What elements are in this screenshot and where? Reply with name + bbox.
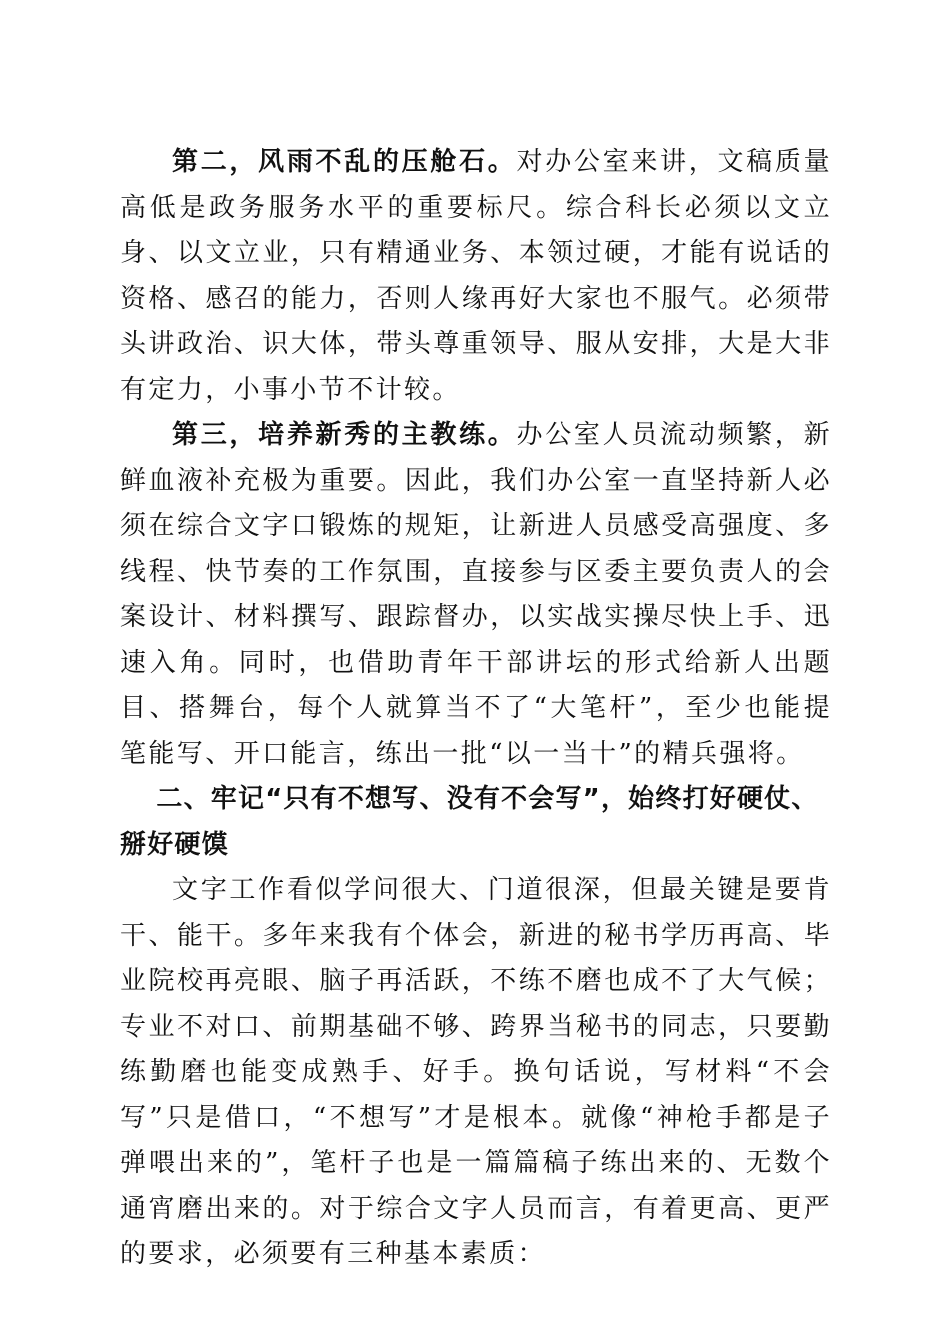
section-heading-two: 二、牢记“只有不想写、没有不会写”，始终打好硬仗、掰好硬馍	[120, 784, 819, 860]
paragraph-lead-third: 第三，培养新秀的主教练。	[172, 420, 517, 450]
paragraph-writing-work: 文字工作看似学问很大、门道很深，但最关键是要肯干、能干。多年来我有个体会，新进的秘书学历再高、毕业院校再亮眼、脑子再活跃，不练不磨也成不了大气候；专业不对口、前期基础不够、跨界当秘书的同志，只要勤练勤磨也能变成熟手、好手。换句话说，写材料“不会写”只是借口，“不想写”才是根本。就像“神枪手都是子弹喂出来的”，笔杆子也是一篇篇稿子练出来的、无数个通宵磨出来的。对于综合文字人员而言，有着更高、更严的要求，必须要有三种基本素质：	[120, 875, 832, 1269]
document-body	[120, 140, 832, 1278]
paragraph-text-third: 办公室人员流动频繁，新鲜血液补充极为重要。因此，我们办公室一直坚持新人必须在综合文字口锻炼的规矩，让新进人员感受高强度、多线程、快节奏的工作氛围，直接参与区委主要负责人的会案设计、材料撰写、跟踪督办，以实战实操尽快上手、迅速入角。同时，也借助青年干部讲坛的形式给新人出题目、搭舞台，每个人就算当不了“大笔杆”，至少也能提笔能写、开口能言，练出一批“以一当十”的精兵强将。	[120, 420, 832, 769]
paragraph-lead-second: 第二，风雨不乱的压舱石。	[172, 147, 517, 177]
paragraph-text-second: 对办公室来讲，文稿质量高低是政务服务水平的重要标尺。综合科长必须以文立身、以文立业，只有精通业务、本领过硬，才能有说话的资格、感召的能力，否则人缘再好大家也不服气。必须带头讲政治、识大体，带头尊重领导、服从安排，大是大非有定力，小事小节不计较。	[120, 147, 832, 405]
paragraph-third-point	[120, 413, 832, 777]
paragraph-second-point	[120, 140, 832, 413]
